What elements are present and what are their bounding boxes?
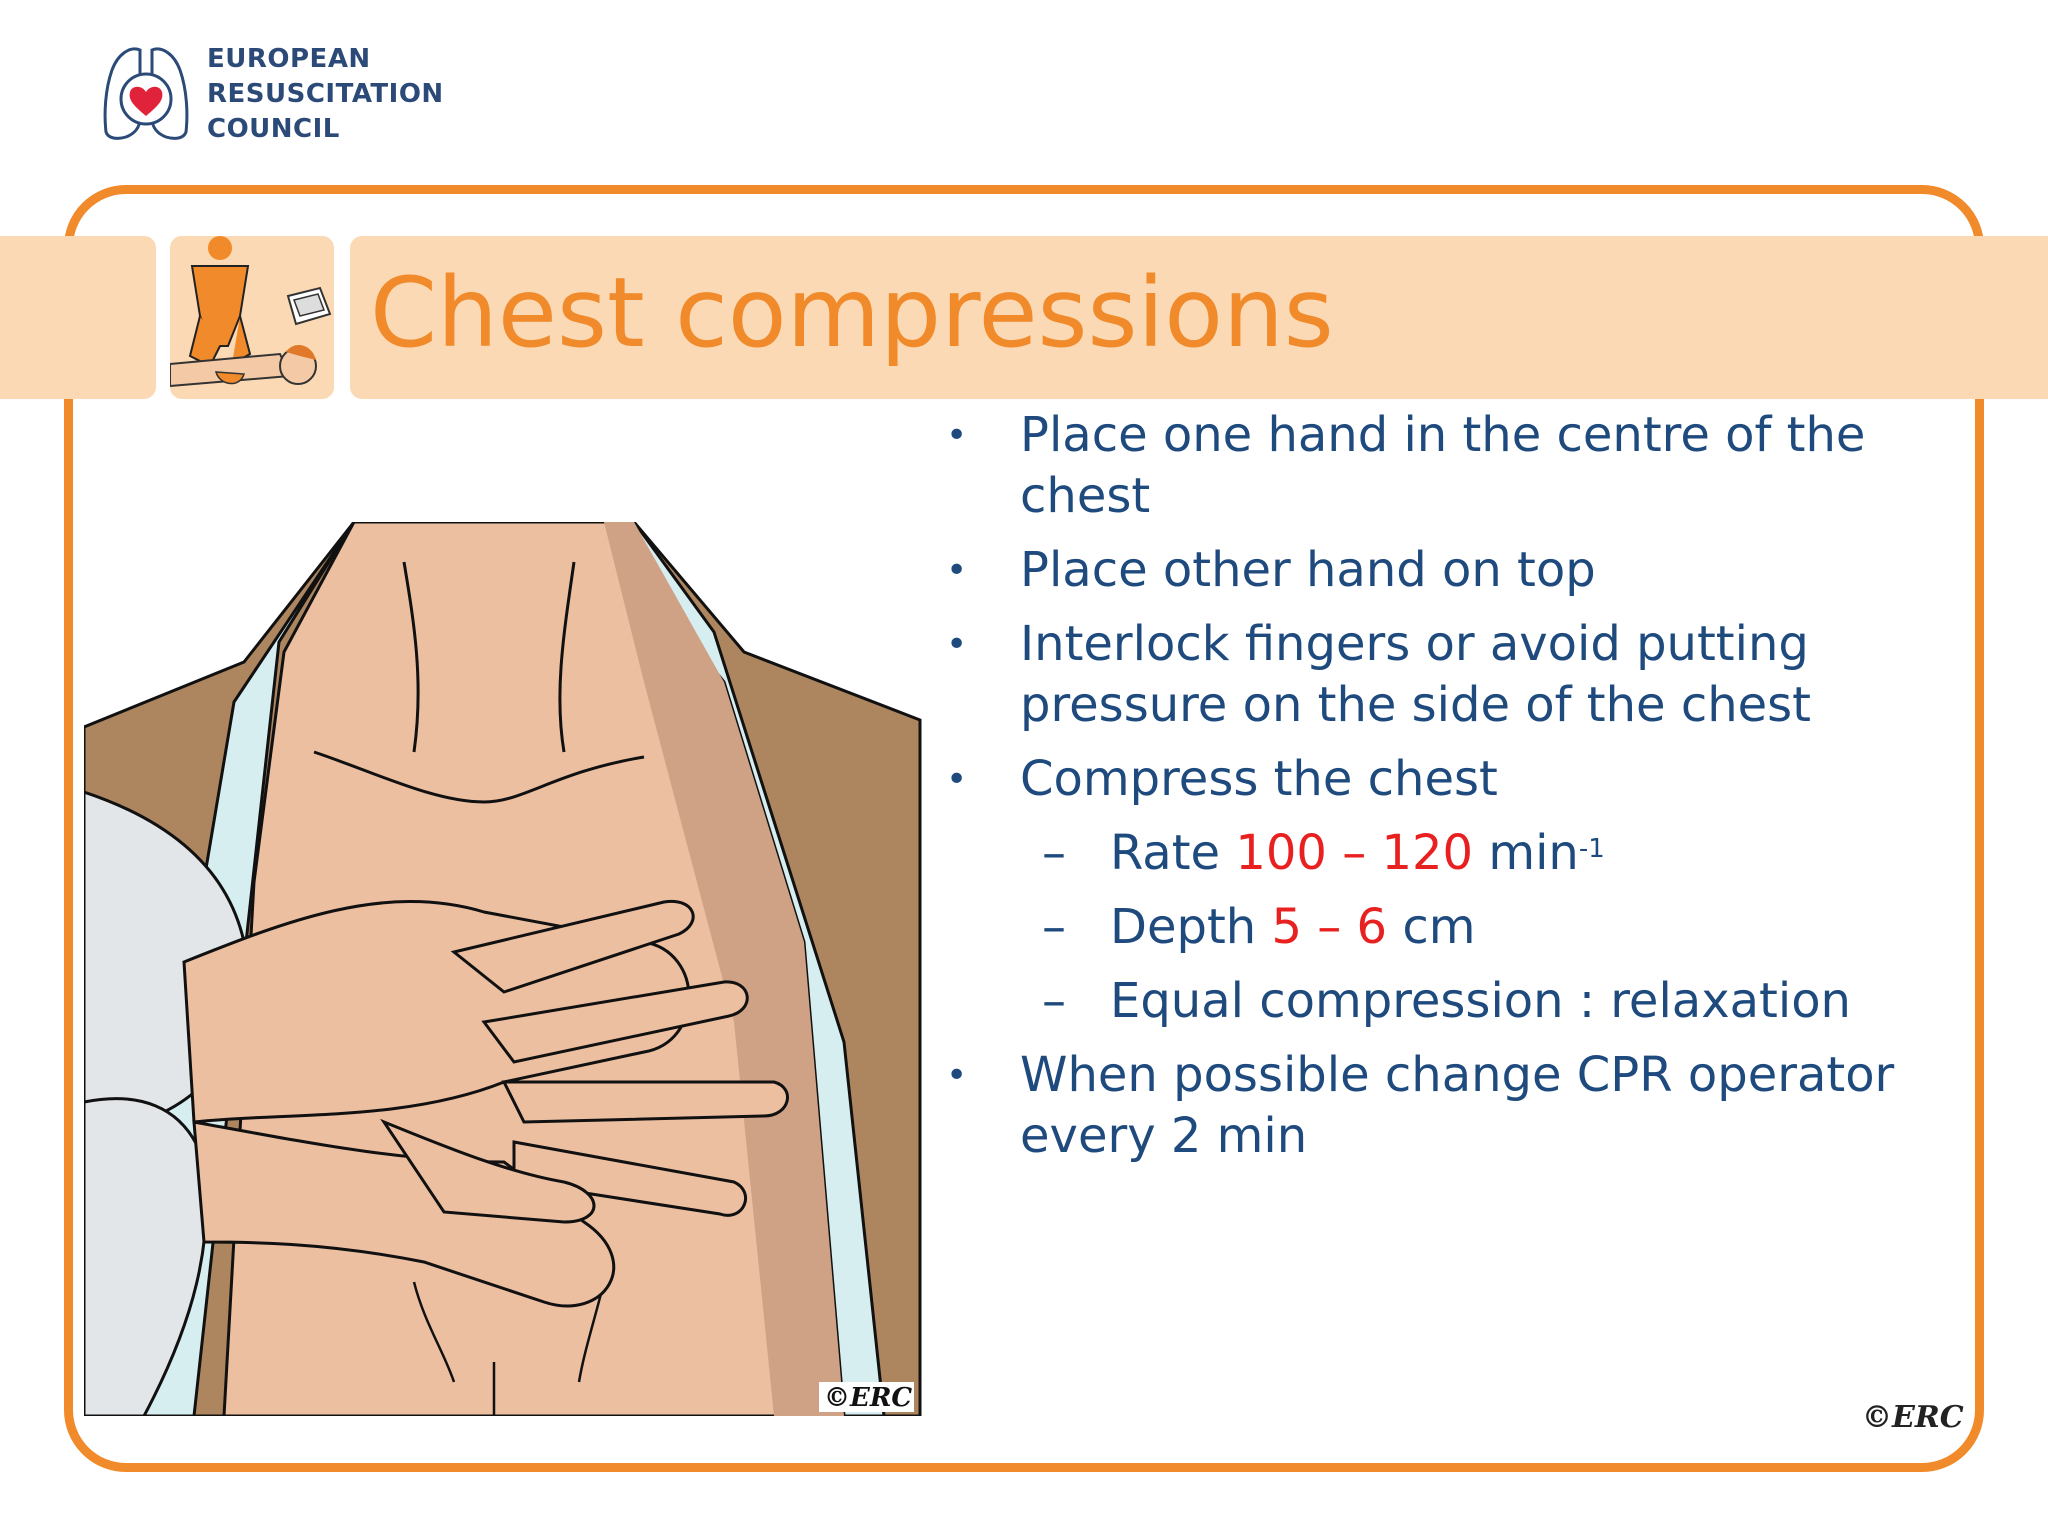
hands-on-chest-image [84, 522, 922, 1416]
logo-line: COUNCIL [207, 114, 340, 144]
erc-logo [100, 42, 460, 147]
bullet-text: Compress the chest [1020, 751, 1498, 807]
ratio-text: Equal compression : relaxation [1110, 973, 1851, 1029]
cpr-rescuer-icon [170, 236, 334, 399]
title-band-left [0, 236, 156, 399]
bullet-glyph: • [946, 415, 968, 456]
image-copyright: ©ERC [824, 1383, 913, 1413]
sub-bullet-ratio [940, 971, 1950, 1032]
depth-label: Depth [1110, 899, 1272, 955]
bullet-glyph: • [946, 624, 968, 665]
dash-glyph: – [1042, 825, 1066, 881]
depth-value: 5 – 6 [1271, 899, 1388, 955]
bullet-item [940, 614, 1950, 736]
dash-glyph: – [1042, 973, 1066, 1029]
depth-unit: cm [1387, 899, 1476, 955]
bullet-text: Place one hand in the centre of the chest [1020, 407, 1866, 524]
slide-copyright: ©ERC [1862, 1400, 1964, 1435]
rate-exponent: -1 [1578, 834, 1605, 864]
bullet-item [940, 1045, 1950, 1167]
bullet-item [940, 749, 1950, 810]
logo-wordmark [207, 42, 444, 147]
bullet-list [940, 405, 1950, 1180]
chest-compression-illustration [84, 522, 922, 1416]
bullet-item [940, 405, 1950, 527]
lungs-heart-icon [100, 42, 192, 142]
bullet-glyph: • [946, 759, 968, 800]
sub-bullet-rate [940, 823, 1950, 884]
sub-bullet-depth [940, 897, 1950, 958]
rate-label: Rate [1110, 825, 1236, 881]
bullet-item [940, 540, 1950, 601]
cpr-thumbnail [170, 236, 334, 399]
slide-title: Chest compressions [370, 257, 1334, 369]
bullet-text: When possible change CPR operator every 2 min [1020, 1047, 1895, 1164]
rate-value: 100 – 120 [1235, 825, 1474, 881]
dash-glyph: – [1042, 899, 1066, 955]
bullet-glyph: • [946, 1055, 968, 1096]
bullet-text: Interlock fingers or avoid putting pressure on the side of the chest [1020, 616, 1811, 733]
rate-unit: min [1473, 825, 1579, 881]
logo-line: EUROPEAN [207, 44, 371, 74]
bullet-text: Place other hand on top [1020, 542, 1596, 598]
bullet-glyph: • [946, 550, 968, 591]
logo-line: RESUSCITATION [207, 79, 444, 109]
